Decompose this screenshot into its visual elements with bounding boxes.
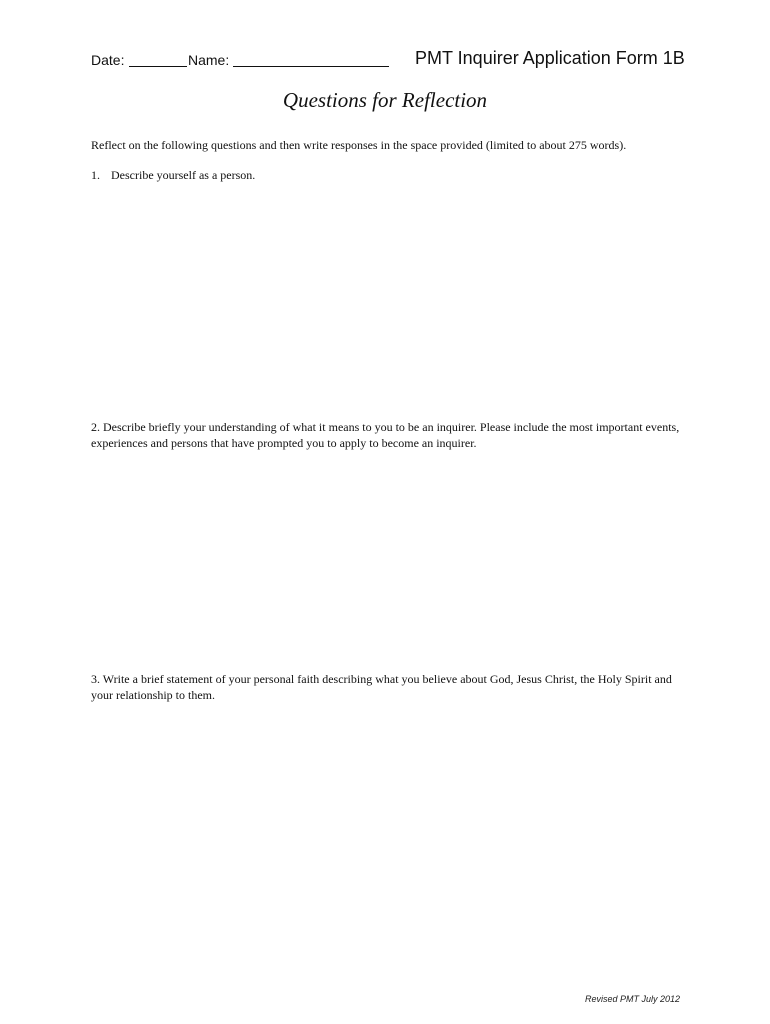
name-label: Name:: [188, 52, 230, 68]
answer-3-area[interactable]: [91, 708, 691, 978]
question-1: [91, 167, 691, 183]
form-header: [91, 48, 691, 72]
date-label: Date:: [91, 52, 125, 68]
revision-footer: Revised PMT July 2012: [584, 994, 680, 1004]
question-1-text: Describe yourself as a person.: [111, 168, 256, 182]
date-field[interactable]: [129, 66, 187, 67]
question-2-number: 2.: [91, 420, 100, 434]
question-3-number: 3.: [91, 672, 100, 686]
question-2: [91, 419, 691, 451]
question-3: [91, 671, 691, 703]
question-2-text: Describe briefly your understanding of what it means to you to be an inquirer. Please include the most important events, experiences and persons that have prompted you to apply to become an inquirer.: [91, 420, 680, 450]
form-title: PMT Inquirer Application Form 1B: [415, 48, 685, 68]
instructions-text: Reflect on the following questions and then write responses in the space provided (limited to about 275 words).: [91, 138, 627, 152]
question-1-number: 1.: [91, 168, 100, 182]
answer-1-area[interactable]: [91, 190, 691, 410]
question-3-text: Write a brief statement of your personal faith describing what you believe about God, Jesus Christ, the Holy Spirit and your relationship to them.: [91, 672, 672, 702]
name-field[interactable]: [233, 66, 389, 67]
section-title: Questions for Reflection: [282, 88, 488, 112]
answer-2-area[interactable]: [91, 456, 691, 661]
